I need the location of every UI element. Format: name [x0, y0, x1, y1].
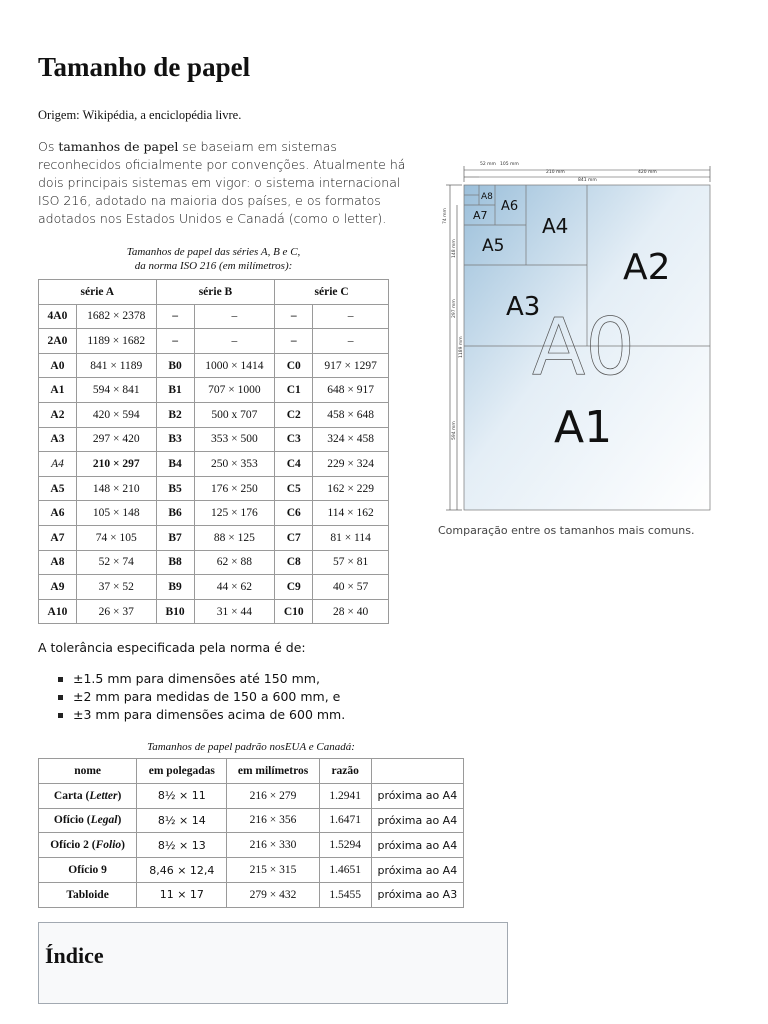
- table-cell: 8½ × 14: [137, 808, 227, 833]
- table-row: [39, 378, 389, 403]
- us-table-caption: Tamanhos de papel padrão nosEUA e Canadá:: [147, 741, 355, 753]
- table-cell: A4: [39, 452, 77, 477]
- table-cell: 176 × 250: [194, 476, 275, 501]
- table-cell: 215 × 315: [227, 858, 319, 883]
- dim-210mm: 210 mm: [546, 170, 565, 175]
- table-row: [39, 304, 389, 329]
- table-cell: 8½ × 13: [137, 833, 227, 858]
- table-cell: C10: [275, 599, 313, 624]
- table-row: [39, 427, 389, 452]
- paper-size-diagram: [438, 158, 720, 518]
- paper-name: Carta: [53, 789, 83, 802]
- table-row: [39, 329, 389, 354]
- header-series-c: série C: [275, 280, 389, 305]
- table-cell: B7: [156, 525, 194, 550]
- table-row: [39, 808, 464, 833]
- origin-note: Origem: Wikipédia, a enciclopédia livre.: [38, 108, 242, 122]
- dim-52mm: 52 mm: [480, 162, 496, 167]
- table-cell: próxima ao A4: [371, 833, 463, 858]
- header-inches: em polegadas: [137, 759, 227, 784]
- table-cell: 57 × 81: [313, 550, 389, 575]
- header-ratio: razão: [319, 759, 371, 784]
- table-cell: B3: [156, 427, 194, 452]
- dim-841mm: 841 mm: [578, 178, 597, 183]
- table-cell: –: [275, 329, 313, 354]
- table-cell: B4: [156, 452, 194, 477]
- table-cell: A0: [39, 353, 77, 378]
- table-cell: próxima ao A4: [371, 808, 463, 833]
- paper-name: Ofício: [53, 814, 84, 827]
- table-cell: A7: [39, 525, 77, 550]
- table-cell: 458 × 648: [313, 402, 389, 427]
- table-row: [39, 882, 464, 907]
- list-item: ±3 mm para dimensões acima de 600 mm.: [58, 706, 345, 724]
- table-row: [39, 833, 464, 858]
- label-a3: A3: [506, 292, 541, 322]
- iso-caption-line2: da norma ISO 216 (em milímetros):: [134, 260, 293, 272]
- table-cell: –: [194, 329, 275, 354]
- table-cell: B5: [156, 476, 194, 501]
- label-a5: A5: [482, 236, 505, 256]
- label-a1: A1: [554, 402, 613, 453]
- table-cell: 324 × 458: [313, 427, 389, 452]
- table-cell: 52 × 74: [76, 550, 156, 575]
- table-cell: C7: [275, 525, 313, 550]
- dim-148mm: 148 mm: [452, 239, 457, 258]
- table-cell: C9: [275, 575, 313, 600]
- page-title: Tamanho de papel: [38, 52, 251, 82]
- table-cell: 28 × 40: [313, 599, 389, 624]
- table-cell: 1.4651: [319, 858, 371, 883]
- table-cell: B8: [156, 550, 194, 575]
- paper-name: Ofício 2: [50, 839, 89, 852]
- table-cell: 88 × 125: [194, 525, 275, 550]
- dim-594mm: 594 mm: [452, 421, 457, 440]
- table-cell: –: [275, 304, 313, 329]
- table-cell: –: [156, 329, 194, 354]
- table-cell: [39, 882, 137, 907]
- table-row: [39, 783, 464, 808]
- table-row: [39, 452, 389, 477]
- table-cell: 105 × 148: [76, 501, 156, 526]
- table-row: [39, 501, 389, 526]
- table-cell: 297 × 420: [76, 427, 156, 452]
- table-cell: A1: [39, 378, 77, 403]
- list-item: ±2 mm para medidas de 150 a 600 mm, e: [58, 688, 345, 706]
- table-row: [39, 476, 389, 501]
- tolerance-list: [58, 670, 345, 724]
- table-cell: 37 × 52: [76, 575, 156, 600]
- dim-1189mm: 1189 mm: [459, 336, 464, 358]
- paper-alt-name: Legal: [90, 814, 118, 827]
- table-cell: 40 × 57: [313, 575, 389, 600]
- tolerance-text: A tolerância especificada pela norma é de:: [38, 640, 306, 655]
- paper-alt-name: Folio: [95, 839, 122, 852]
- table-cell: C5: [275, 476, 313, 501]
- table-cell: C6: [275, 501, 313, 526]
- label-a2: A2: [623, 247, 671, 288]
- dim-297mm: 297 mm: [452, 299, 457, 318]
- table-cell: 420 × 594: [76, 402, 156, 427]
- iso-table: [38, 279, 389, 624]
- paper-name: Tabloide: [66, 888, 109, 901]
- table-cell: Ofício (Legal): [39, 808, 137, 833]
- table-cell: A2: [39, 402, 77, 427]
- table-cell: [39, 858, 137, 883]
- paper-name: Ofício 9: [68, 864, 107, 877]
- table-cell: –: [194, 304, 275, 329]
- table-cell: 44 × 62: [194, 575, 275, 600]
- table-row: [39, 525, 389, 550]
- table-cell: C3: [275, 427, 313, 452]
- iso-table-caption: [38, 245, 389, 273]
- table-cell: 81 × 114: [313, 525, 389, 550]
- label-a7: A7: [473, 209, 488, 222]
- dim-105mm: 105 mm: [500, 162, 519, 167]
- figure-caption: Comparação entre os tamanhos mais comuns.: [438, 524, 695, 537]
- table-cell: 114 × 162: [313, 501, 389, 526]
- table-cell: 707 × 1000: [194, 378, 275, 403]
- table-cell: 1.5294: [319, 833, 371, 858]
- table-cell: A3: [39, 427, 77, 452]
- table-cell: 2A0: [39, 329, 77, 354]
- table-cell: 4A0: [39, 304, 77, 329]
- table-cell: B0: [156, 353, 194, 378]
- table-cell: A6: [39, 501, 77, 526]
- label-a6: A6: [501, 199, 519, 214]
- table-cell: 26 × 37: [76, 599, 156, 624]
- table-cell: B1: [156, 378, 194, 403]
- header-note: [371, 759, 463, 784]
- table-cell: C2: [275, 402, 313, 427]
- table-row: [39, 550, 389, 575]
- table-cell: B2: [156, 402, 194, 427]
- table-cell: 353 × 500: [194, 427, 275, 452]
- table-cell: 31 × 44: [194, 599, 275, 624]
- table-cell: 8,46 × 12,4: [137, 858, 227, 883]
- table-cell: 216 × 279: [227, 783, 319, 808]
- table-cell: 841 × 1189: [76, 353, 156, 378]
- table-cell: 1.2941: [319, 783, 371, 808]
- table-cell: A9: [39, 575, 77, 600]
- table-row: [39, 599, 389, 624]
- table-cell: 917 × 1297: [313, 353, 389, 378]
- table-row: [39, 575, 389, 600]
- table-cell: 8½ × 11: [137, 783, 227, 808]
- table-cell: 1682 × 2378: [76, 304, 156, 329]
- table-cell: 162 × 229: [313, 476, 389, 501]
- table-cell: A8: [39, 550, 77, 575]
- dim-420mm: 420 mm: [638, 170, 657, 175]
- header-series-a: série A: [39, 280, 157, 305]
- table-cell: próxima ao A3: [371, 882, 463, 907]
- table-cell: 279 × 432: [227, 882, 319, 907]
- table-cell: 74 × 105: [76, 525, 156, 550]
- table-cell: C0: [275, 353, 313, 378]
- intro-prefix: Os: [38, 139, 59, 154]
- intro-bold-term: tamanhos de papel: [58, 139, 179, 154]
- index-box: [38, 922, 508, 1004]
- table-row: [39, 858, 464, 883]
- table-cell: 1189 × 1682: [76, 329, 156, 354]
- table-cell: Ofício 2 (Folio): [39, 833, 137, 858]
- intro-paragraph: [38, 138, 408, 228]
- table-cell: 250 × 353: [194, 452, 275, 477]
- table-cell: 229 × 324: [313, 452, 389, 477]
- table-cell: 62 × 88: [194, 550, 275, 575]
- table-cell: 1.6471: [319, 808, 371, 833]
- table-cell: 216 × 356: [227, 808, 319, 833]
- table-cell: –: [313, 329, 389, 354]
- index-title: Índice: [45, 943, 104, 968]
- iso-caption-line1: Tamanhos de papel das séries A, B e C,: [126, 246, 301, 258]
- table-cell: 210 × 297: [76, 452, 156, 477]
- table-cell: próxima ao A4: [371, 858, 463, 883]
- table-cell: 594 × 841: [76, 378, 156, 403]
- table-cell: 148 × 210: [76, 476, 156, 501]
- table-cell: 1000 × 1414: [194, 353, 275, 378]
- table-cell: próxima ao A4: [371, 783, 463, 808]
- label-a4: A4: [542, 214, 569, 238]
- table-row: [39, 402, 389, 427]
- us-table: [38, 758, 464, 908]
- table-cell: 648 × 917: [313, 378, 389, 403]
- table-cell: 216 × 330: [227, 833, 319, 858]
- label-a8: A8: [481, 192, 493, 202]
- header-series-b: série B: [156, 280, 275, 305]
- table-cell: 125 × 176: [194, 501, 275, 526]
- table-row: [39, 353, 389, 378]
- table-cell: C4: [275, 452, 313, 477]
- table-cell: –: [313, 304, 389, 329]
- table-cell: 11 × 17: [137, 882, 227, 907]
- label-a0: A0: [532, 303, 635, 393]
- list-item: ±1.5 mm para dimensões até 150 mm,: [58, 670, 345, 688]
- table-cell: Carta (Letter): [39, 783, 137, 808]
- table-cell: A10: [39, 599, 77, 624]
- table-cell: 1.5455: [319, 882, 371, 907]
- header-millimeters: em milímetros: [227, 759, 319, 784]
- paper-alt-name: Letter: [89, 789, 118, 802]
- header-name: nome: [39, 759, 137, 784]
- intro-rest: se baseiam em sistemas reconhecidos oficialmente por convenções. Atualmente há dois principais sistemas em vigor: o sistema internacional ISO 216, adotado na maioria dos países, e os formatos adotados nos Estados Unidos e Canadá (como o letter).: [38, 139, 406, 226]
- dim-74mm: 74 mm: [443, 208, 448, 224]
- table-cell: B6: [156, 501, 194, 526]
- table-cell: A5: [39, 476, 77, 501]
- table-cell: C8: [275, 550, 313, 575]
- table-cell: B9: [156, 575, 194, 600]
- table-cell: 500 x 707: [194, 402, 275, 427]
- table-cell: B10: [156, 599, 194, 624]
- table-cell: –: [156, 304, 194, 329]
- table-cell: C1: [275, 378, 313, 403]
